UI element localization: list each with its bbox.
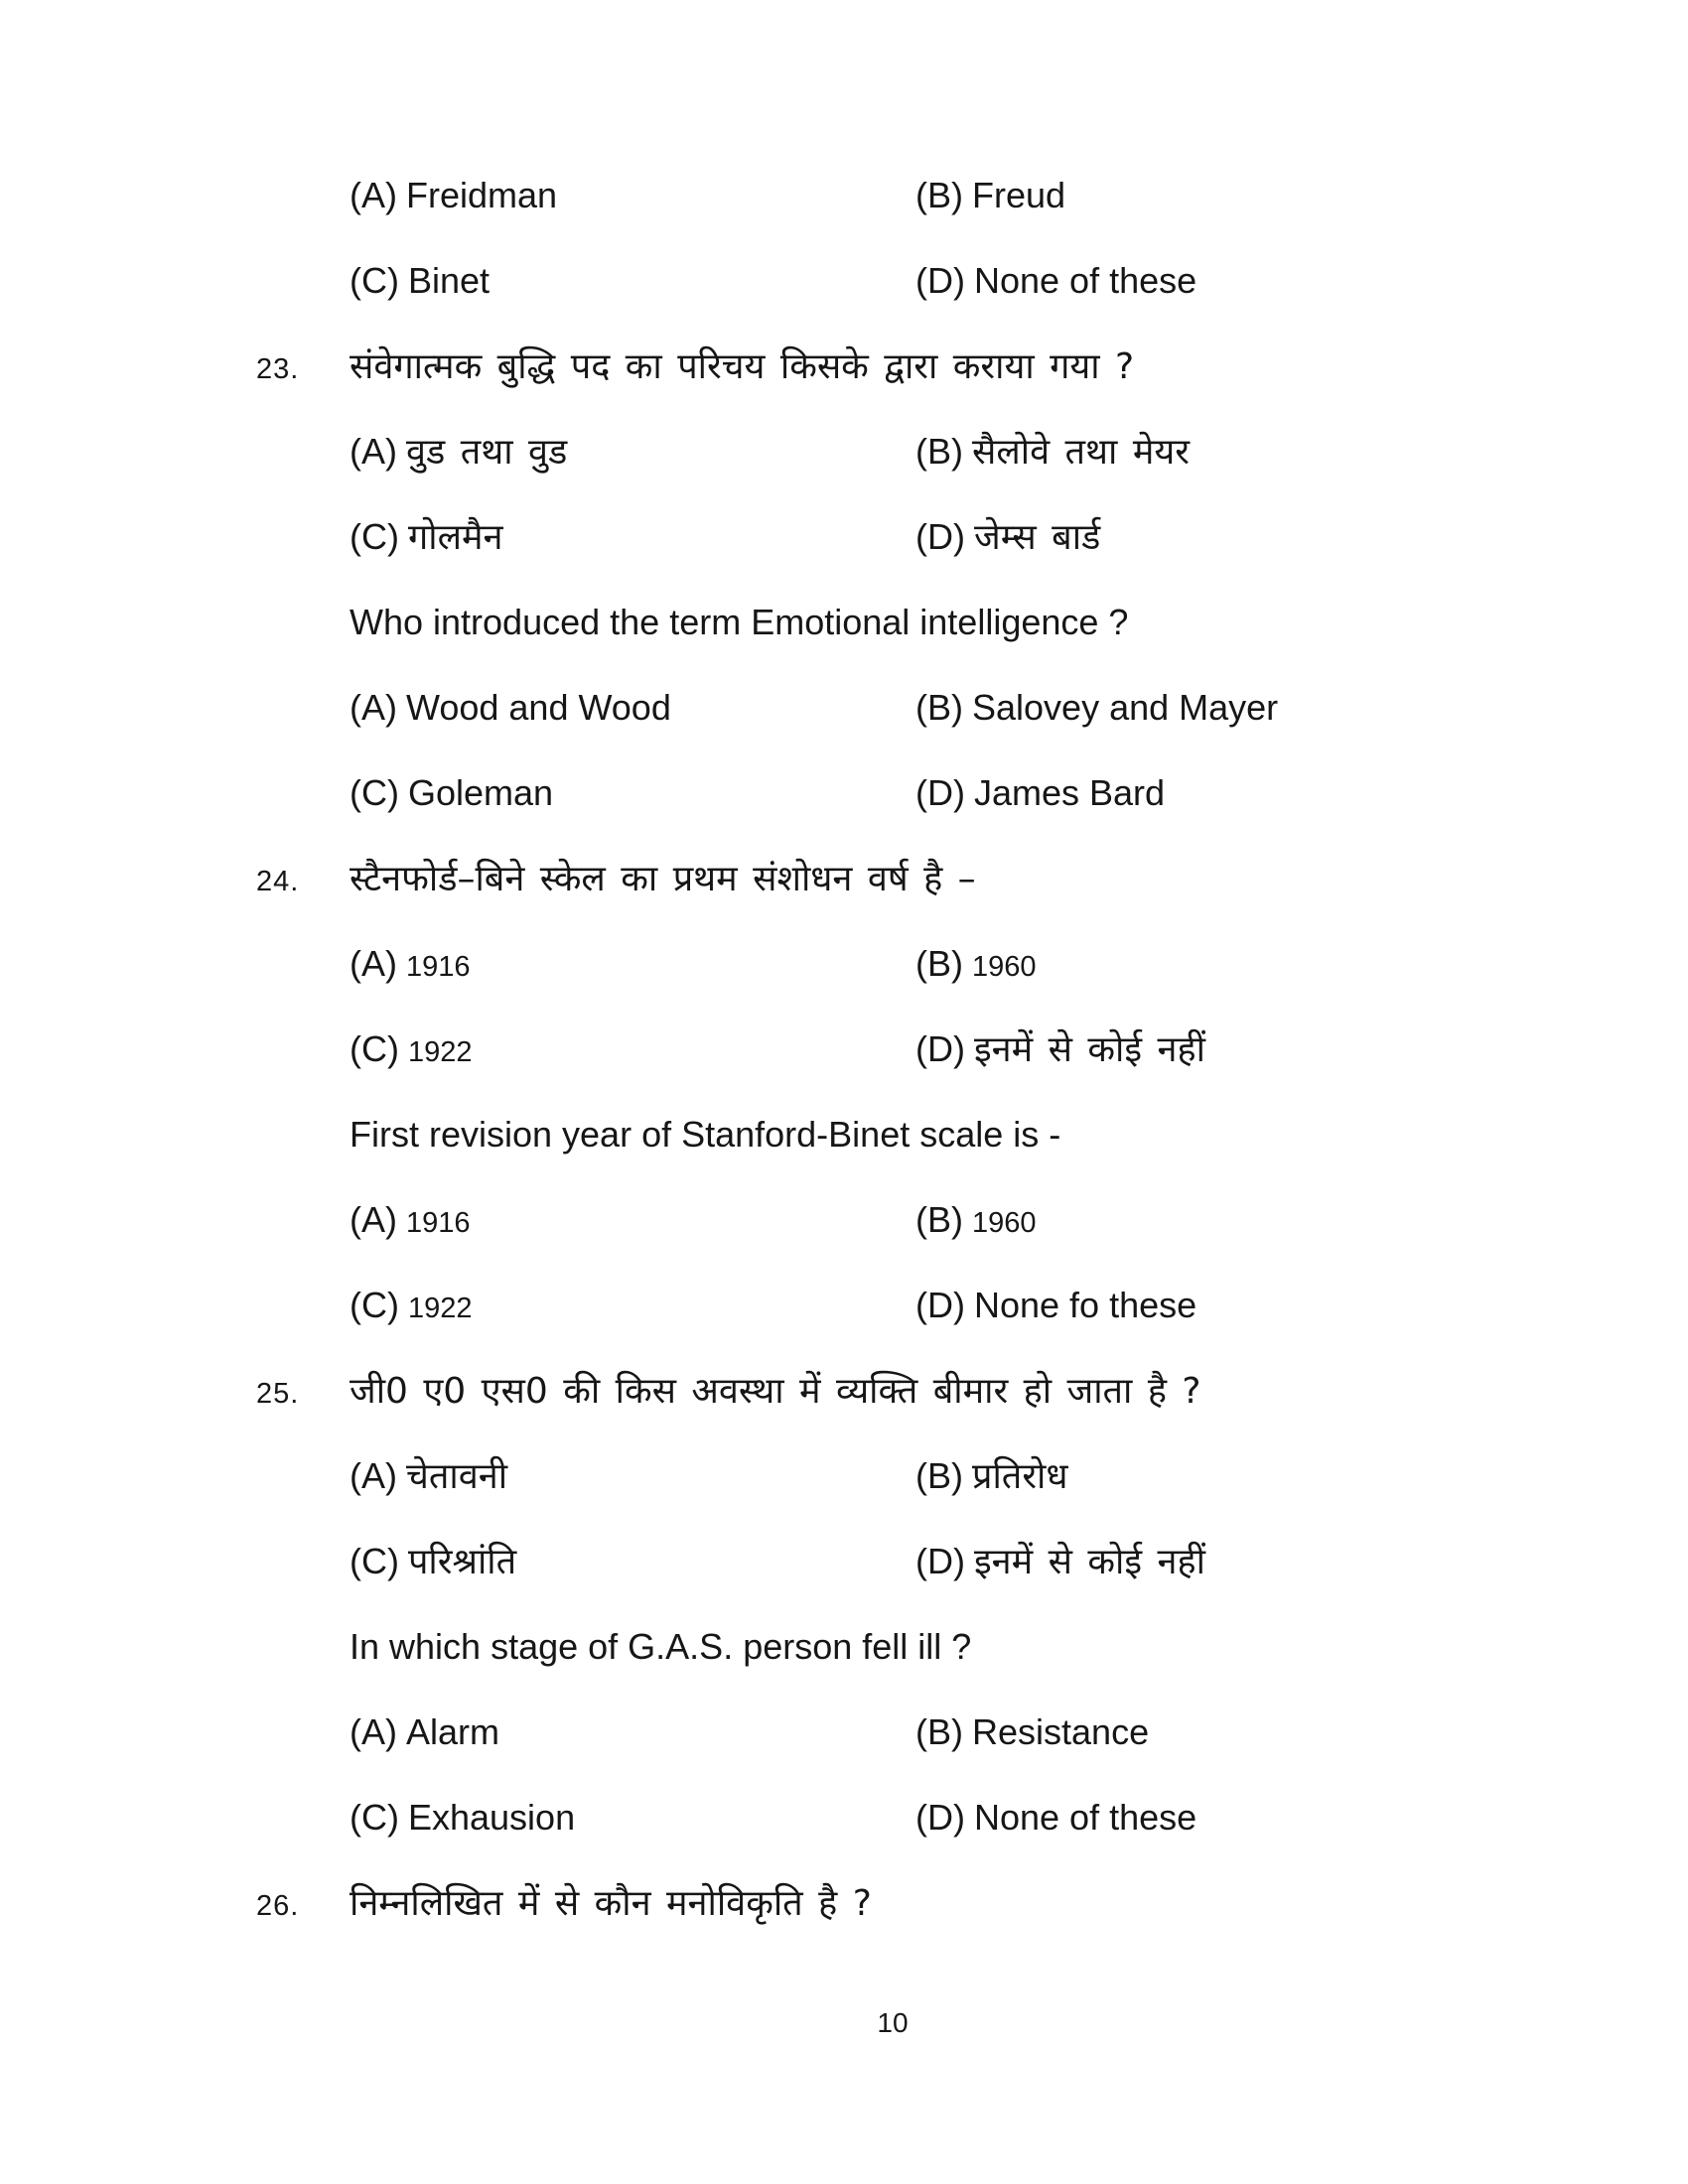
option-text: 1922 <box>407 1036 473 1068</box>
option-text: 1916 <box>406 951 471 983</box>
option-text: 1960 <box>972 951 1037 983</box>
options-row <box>0 505 1688 591</box>
question <box>256 1369 1201 1413</box>
option-c <box>350 1284 473 1326</box>
option-d <box>915 515 1100 559</box>
option-label: (B) <box>915 687 963 728</box>
question <box>256 857 976 900</box>
question-text-english: First revision year of Stanford-Binet scale is - <box>350 1114 1061 1155</box>
option-d <box>915 1284 1196 1326</box>
question-text-hindi: निम्नलिखित में से कौन मनोविकृति है ? <box>350 1883 872 1924</box>
option-text: 1916 <box>406 1207 471 1239</box>
subquestion-row <box>0 1615 1688 1701</box>
option-text: Alarm <box>406 1711 500 1752</box>
option-text: Salovey and Mayer <box>972 687 1279 728</box>
option-a <box>350 1710 499 1753</box>
option-text: सैलोवे तथा मेयर <box>972 432 1190 473</box>
question-number: 23. <box>256 353 300 385</box>
option-label: (D) <box>915 516 965 557</box>
option-b <box>915 174 1065 216</box>
option-a <box>350 174 557 216</box>
option-label: (D) <box>915 260 965 301</box>
option-text: इनमें से कोई नहीं <box>973 1542 1205 1582</box>
option-d <box>915 1540 1205 1583</box>
option-a <box>350 686 671 729</box>
option-label: (C) <box>350 516 399 557</box>
question-row <box>0 847 1688 932</box>
option-b <box>915 686 1278 729</box>
option-text: None of these <box>973 1797 1197 1838</box>
option-b <box>915 1198 1037 1241</box>
option-b <box>915 1710 1149 1753</box>
option-a <box>350 430 567 474</box>
question-text-english: In which stage of G.A.S. person fell ill ? <box>350 1626 972 1667</box>
option-label: (A) <box>350 1711 397 1752</box>
option-text: 1922 <box>407 1293 473 1324</box>
option-c <box>350 1796 575 1839</box>
option-label: (B) <box>915 1711 963 1752</box>
option-label: (C) <box>350 1285 399 1325</box>
question-row <box>0 1871 1688 1957</box>
option-label: (B) <box>915 431 963 472</box>
option-c <box>350 1540 516 1583</box>
option-label: (C) <box>350 1028 399 1069</box>
option-label: (D) <box>915 1797 965 1838</box>
option-d <box>915 259 1196 302</box>
option-text: इनमें से कोई नहीं <box>973 1029 1205 1070</box>
option-label: (C) <box>350 772 399 813</box>
option-label: (C) <box>350 1797 399 1838</box>
question <box>256 1881 872 1925</box>
option-c <box>350 515 503 559</box>
option-label: (C) <box>350 260 399 301</box>
option-label: (A) <box>350 1455 397 1496</box>
options-row <box>0 1274 1688 1359</box>
option-label: (A) <box>350 431 397 472</box>
option-text: वुड तथा वुड <box>406 432 568 473</box>
option-label: (A) <box>350 1199 397 1240</box>
option-a <box>350 1198 471 1241</box>
option-text: परिश्रांति <box>407 1542 517 1582</box>
option-label: (D) <box>915 1285 965 1325</box>
option-c <box>350 771 553 814</box>
question <box>256 344 1134 388</box>
question-text-hindi: स्टैनफोर्ड–बिने स्केल का प्रथम संशोधन वर्ष है – <box>350 859 976 899</box>
question-text-hindi: जी0 ए0 एस0 की किस अवस्था में व्यक्ति बीमार हो जाता है ? <box>350 1371 1201 1412</box>
subquestion-row <box>0 591 1688 676</box>
page-number: 10 <box>877 2007 909 2038</box>
option-text: जेम्स बार्ड <box>973 517 1101 558</box>
option-d <box>915 771 1165 814</box>
option-label: (B) <box>915 175 963 215</box>
option-b <box>915 1454 1068 1498</box>
options-row <box>0 1701 1688 1786</box>
options-row <box>0 1018 1688 1103</box>
question-text-hindi: संवेगात्मक बुद्धि पद का परिचय किसके द्वारा कराया गया ? <box>350 346 1135 387</box>
option-text: None fo these <box>973 1285 1197 1325</box>
options-row <box>0 1786 1688 1871</box>
option-c <box>350 1027 473 1070</box>
option-text: गोलमैन <box>407 517 503 558</box>
option-text: None of these <box>973 260 1197 301</box>
options-row <box>0 164 1688 249</box>
option-text: चेतावनी <box>406 1456 508 1497</box>
option-label: (C) <box>350 1541 399 1581</box>
option-c <box>350 259 490 302</box>
option-label: (A) <box>350 943 397 984</box>
options-row <box>0 249 1688 335</box>
option-text: Wood and Wood <box>406 687 671 728</box>
option-text: Binet <box>407 260 491 301</box>
option-text: James Bard <box>973 772 1166 813</box>
option-a <box>350 942 471 985</box>
question-number: 26. <box>256 1890 300 1922</box>
question-row <box>0 335 1688 420</box>
question-number: 25. <box>256 1378 300 1410</box>
option-label: (A) <box>350 687 397 728</box>
options-row <box>0 1530 1688 1615</box>
option-b <box>915 942 1037 985</box>
option-text: Resistance <box>972 1711 1150 1752</box>
option-text: Freidman <box>406 175 558 215</box>
option-text: Goleman <box>407 772 554 813</box>
option-text: Freud <box>972 175 1066 215</box>
question-number: 24. <box>256 866 300 897</box>
option-b <box>915 430 1190 474</box>
options-row <box>0 761 1688 847</box>
question-text-english: Who introduced the term Emotional intelligence ? <box>350 602 1129 642</box>
option-text: Exhausion <box>407 1797 576 1838</box>
options-row <box>0 676 1688 761</box>
option-label: (B) <box>915 1199 963 1240</box>
option-text: 1960 <box>972 1207 1037 1239</box>
question-row <box>0 1359 1688 1444</box>
option-d <box>915 1027 1205 1071</box>
options-row <box>0 1444 1688 1530</box>
option-label: (A) <box>350 175 397 215</box>
option-label: (D) <box>915 772 965 813</box>
subquestion-row <box>0 1103 1688 1188</box>
options-row <box>0 420 1688 505</box>
option-a <box>350 1454 507 1498</box>
option-label: (D) <box>915 1028 965 1069</box>
option-label: (D) <box>915 1541 965 1581</box>
options-row <box>0 932 1688 1018</box>
option-label: (B) <box>915 943 963 984</box>
option-d <box>915 1796 1196 1839</box>
option-label: (B) <box>915 1455 963 1496</box>
options-row <box>0 1188 1688 1274</box>
option-text: प्रतिरोध <box>972 1456 1068 1497</box>
